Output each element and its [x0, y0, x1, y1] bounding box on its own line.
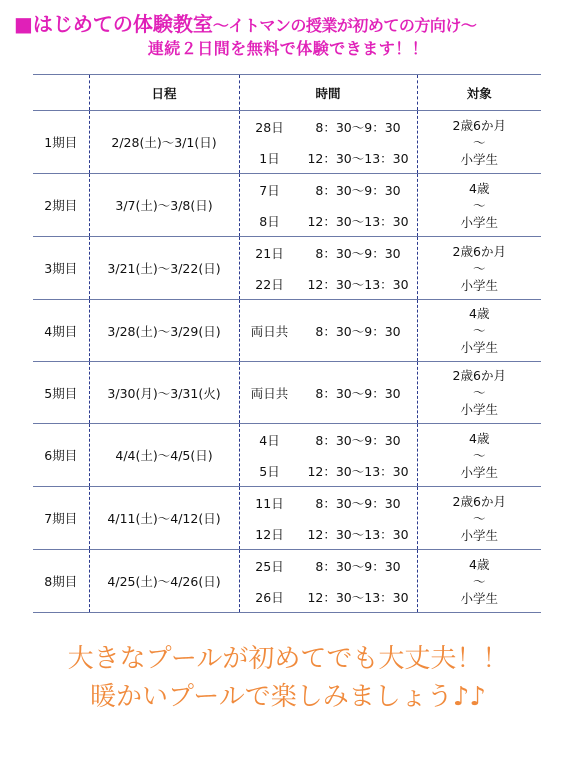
slot-time: 8：30～9：30 [315, 385, 401, 401]
header-time: 時間 [239, 75, 417, 111]
table-row [33, 111, 541, 174]
target-line: 2歳6か月 [452, 368, 506, 383]
target-line: ～ [472, 323, 486, 338]
slot-time: 8：30～9：30 [315, 323, 401, 339]
table-row [33, 300, 541, 362]
period-cell: 6期目 [33, 424, 89, 487]
dates-cell: 3/21(土)～3/22(日) [89, 237, 239, 300]
target-line: 小学生 [460, 402, 498, 417]
time-slot [240, 550, 417, 581]
slot-day: 21日 [255, 245, 284, 261]
schedule-table [33, 74, 541, 613]
target-cell [417, 111, 541, 174]
time-slot [240, 315, 417, 346]
subtitle: 連続２日間を無料で体験できます！！ [147, 39, 429, 58]
slot-time: 12：30～13：30 [307, 150, 409, 166]
header-period [33, 75, 89, 111]
time-slot [240, 268, 417, 299]
target-cell [417, 550, 541, 613]
time-slot [240, 455, 417, 486]
slot-day: 7日 [259, 182, 280, 198]
dates-cell: 4/11(土)～4/12(日) [89, 487, 239, 550]
period-cell: 2期目 [33, 174, 89, 237]
target-cell [417, 237, 541, 300]
target-line: 小学生 [460, 277, 498, 293]
table-row [33, 174, 541, 237]
slot-time: 8：30～9：30 [315, 182, 401, 198]
time-slot [240, 237, 417, 268]
slot-day: 11日 [255, 495, 284, 511]
time-slot [240, 111, 417, 142]
dates-cell: 4/25(土)～4/26(日) [89, 550, 239, 613]
target-cell [417, 300, 541, 362]
time-cell [239, 174, 417, 237]
slot-day: 5日 [259, 463, 280, 479]
slot-time: 8：30～9：30 [315, 119, 401, 135]
target-line: ～ [472, 573, 486, 589]
period-cell: 5期目 [33, 362, 89, 424]
footer-message [0, 640, 576, 716]
slot-time: 12：30～13：30 [307, 213, 409, 229]
time-slot [240, 142, 417, 173]
slot-time: 8：30～9：30 [315, 432, 401, 448]
time-slot [240, 581, 417, 612]
page-title [14, 8, 476, 37]
footer-line-1: 大きなプールが初めてでも大丈夫！！ [67, 644, 509, 674]
header-dates: 日程 [89, 75, 239, 111]
target-line: 小学生 [460, 340, 498, 355]
target-line: 4歳 [469, 556, 490, 572]
time-cell [239, 487, 417, 550]
slot-day: 両日共 [250, 323, 289, 339]
target-line: ～ [472, 447, 486, 463]
target-line: 小学生 [460, 464, 498, 480]
target-line: 4歳 [469, 180, 490, 196]
time-cell [239, 237, 417, 300]
time-slot [240, 377, 417, 408]
target-line: ～ [472, 510, 486, 526]
footer-line-2: 暖かいプールで楽しみましょう♪♪ [90, 682, 486, 712]
time-cell [239, 362, 417, 424]
target-line: 2歳6か月 [452, 117, 506, 133]
time-cell [239, 111, 417, 174]
target-line: ～ [472, 197, 486, 213]
slot-time: 8：30～9：30 [315, 558, 401, 574]
table-row [33, 237, 541, 300]
target-line: 2歳6か月 [452, 493, 506, 509]
target-line: 2歳6か月 [452, 243, 506, 259]
target-line: 小学生 [460, 151, 498, 167]
period-cell: 8期目 [33, 550, 89, 613]
slot-day: 22日 [255, 276, 284, 292]
table-row [33, 487, 541, 550]
target-line: ～ [472, 134, 486, 150]
slot-time: 12：30～13：30 [307, 526, 409, 542]
target-line: 小学生 [460, 527, 498, 543]
dates-cell: 3/7(土)～3/8(日) [89, 174, 239, 237]
period-cell: 4期目 [33, 300, 89, 362]
time-slot [240, 174, 417, 205]
period-cell: 3期目 [33, 237, 89, 300]
target-cell [417, 174, 541, 237]
slot-day: 25日 [255, 558, 284, 574]
target-cell [417, 487, 541, 550]
slot-day: 4日 [259, 432, 280, 448]
slot-time: 8：30～9：30 [315, 495, 401, 511]
target-line: 4歳 [469, 306, 490, 321]
slot-time: 12：30～13：30 [307, 589, 409, 605]
slot-day: 26日 [255, 589, 284, 605]
slot-time: 12：30～13：30 [307, 463, 409, 479]
time-cell [239, 424, 417, 487]
time-cell [239, 300, 417, 362]
header-target: 対象 [417, 75, 541, 111]
time-slot [240, 518, 417, 549]
slot-day: 12日 [255, 526, 284, 542]
table-row [33, 550, 541, 613]
slot-time: 12：30～13：30 [307, 276, 409, 292]
target-line: 小学生 [460, 590, 498, 606]
slot-day: 1日 [259, 150, 280, 166]
slot-time: 8：30～9：30 [315, 245, 401, 261]
time-slot [240, 424, 417, 455]
target-line: ～ [472, 385, 486, 400]
dates-cell: 2/28(土)～3/1(日) [89, 111, 239, 174]
slot-day: 28日 [255, 119, 284, 135]
title-main: ■はじめての体験教室 [14, 12, 213, 36]
time-cell [239, 550, 417, 613]
target-line: 4歳 [469, 430, 490, 446]
dates-cell: 4/4(土)～4/5(日) [89, 424, 239, 487]
period-cell: 1期目 [33, 111, 89, 174]
dates-cell: 3/30(月)～3/31(火) [89, 362, 239, 424]
slot-day: 8日 [259, 213, 280, 229]
period-cell: 7期目 [33, 487, 89, 550]
time-slot [240, 487, 417, 518]
table-header-row [33, 75, 541, 111]
slot-day: 両日共 [250, 385, 289, 401]
target-cell [417, 362, 541, 424]
title-tail: ～イトマンの授業が初めての方向け～ [212, 16, 477, 35]
target-line: ～ [472, 260, 486, 276]
time-slot [240, 205, 417, 236]
table-row [33, 362, 541, 424]
target-line: 小学生 [460, 214, 498, 230]
target-cell [417, 424, 541, 487]
table-row [33, 424, 541, 487]
dates-cell: 3/28(土)～3/29(日) [89, 300, 239, 362]
